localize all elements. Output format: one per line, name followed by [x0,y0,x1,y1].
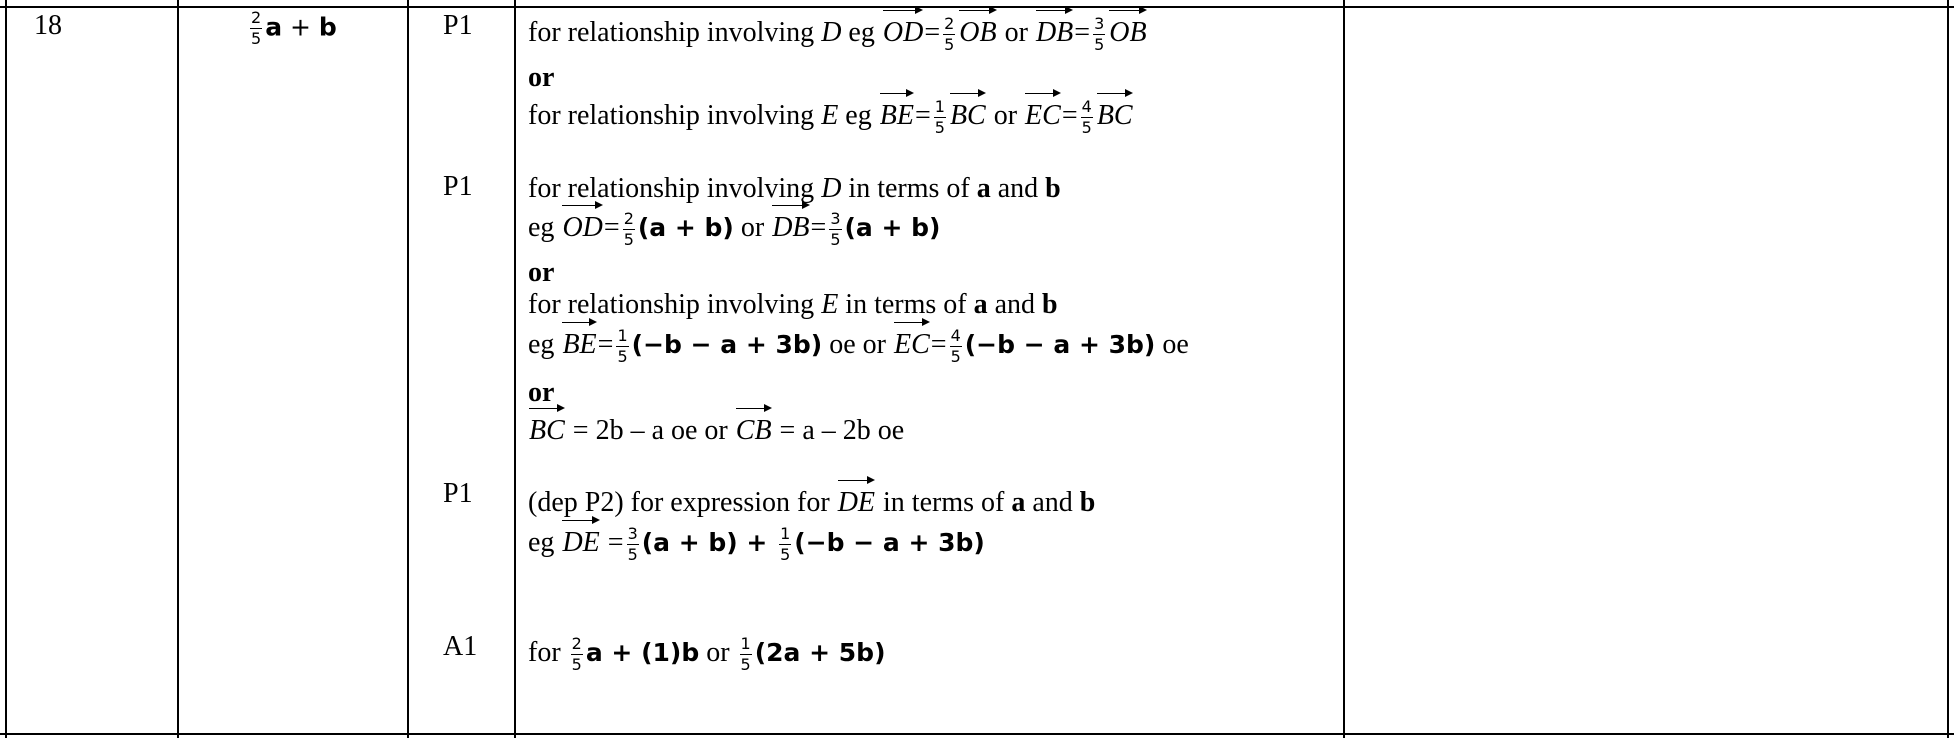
expression: = a – 2b oe [772,415,905,446]
den: 5 [780,545,791,565]
fraction [740,636,752,673]
num: 3 [1094,14,1105,34]
fraction [943,16,955,53]
text: oe [822,329,863,360]
equals: = [1061,100,1078,131]
num: 1 [780,524,791,544]
text: or [733,212,772,243]
plus-sign: + [282,12,319,42]
mark-4: A1 [443,631,478,662]
text: for relationship involving [528,100,822,131]
vector-od: OD [883,10,923,49]
expression: (−b − a + 3b) [794,528,985,557]
fraction [934,99,946,136]
text: in terms of [876,487,1012,518]
fraction [623,211,635,248]
vector-a: a [973,289,988,320]
text: in terms of [841,173,977,204]
point-d: D [821,173,842,204]
equals: = [924,17,941,48]
expression: (a + b) + [641,528,777,557]
col-divider-1 [5,0,7,738]
or-label: or [528,62,555,93]
vector-b: b [1042,289,1058,320]
num: 3 [627,524,638,544]
num: 1 [740,634,751,653]
num: 4 [950,326,961,346]
text: or [986,100,1025,131]
vector-ec: EC [894,322,930,361]
expression: (−b − a + 3b) [964,330,1156,359]
answer [247,10,337,47]
mark-2: P1 [443,171,473,202]
text: oe [1155,329,1189,360]
text: eg [528,212,562,243]
vector-bc: BC [529,408,565,447]
col-divider-2 [177,0,179,738]
col-divider-3 [407,0,409,738]
vector-ec: EC [1025,93,1061,132]
den: 5 [1081,118,1092,138]
guidance-line [528,289,1058,321]
col-divider-5 [1343,0,1345,738]
vector-od: OD [562,205,602,244]
num: 3 [830,209,841,229]
equals: = [930,329,947,360]
fraction [1093,16,1105,53]
equals: = [914,100,931,131]
vector-a: a [1011,487,1026,518]
fraction [1081,99,1093,136]
equals: = [600,527,624,558]
mark-3: P1 [443,478,473,509]
text: and [990,173,1046,204]
col-divider-6 [1947,0,1949,738]
num: 2 [944,14,955,34]
or-label: or [528,377,555,408]
vector-be: BE [562,322,596,361]
fraction [571,636,583,673]
vector-db: DB [772,205,809,244]
expression: (2a + 5b) [754,637,886,667]
equals: = [810,212,827,243]
or-label: or [528,257,555,288]
text: or [997,17,1035,48]
expression: a + (1)b [585,637,700,667]
guidance-line [528,322,1189,365]
den: 5 [623,230,634,250]
guidance-line [528,636,886,673]
den: 5 [1094,35,1105,55]
text: for relationship involving [528,17,822,48]
guidance-line [528,173,1061,205]
fraction [779,526,791,563]
text: eg [528,329,562,360]
frac-denominator: 5 [251,29,262,48]
den: 5 [934,118,945,138]
num: 1 [934,97,945,117]
vector-a: a [976,173,991,204]
text: or [862,329,893,360]
answer-fraction [250,10,262,47]
fraction [950,328,962,365]
vector-bc: BC [950,93,986,132]
guidance-line [528,10,1148,53]
expression: (a + b) [637,213,734,242]
vector-de: DE [562,520,599,559]
guidance-line [528,93,1134,136]
expression: (−b − a + 3b) [631,330,823,359]
fraction [627,526,639,563]
den: 5 [950,347,961,367]
vector-a: a [265,12,283,42]
vector-db: DB [1036,10,1073,49]
vector-ob: OB [1109,10,1146,49]
vector-b: b [318,12,337,42]
num: 2 [571,634,582,653]
vector-b: b [1079,487,1096,518]
vector-b: b [1045,173,1061,204]
text: for [528,636,568,668]
equals: = [1074,17,1091,48]
vector-ob: OB [959,10,996,49]
den: 5 [617,347,628,367]
den: 5 [627,545,638,565]
guidance-line [528,480,1095,519]
guidance-line [528,408,904,447]
num: 1 [617,326,628,346]
text: for relationship involving [528,173,822,204]
vector-cb: CB [736,408,772,447]
fraction [616,328,628,365]
text: eg [838,100,879,131]
den: 5 [944,35,955,55]
point-d: D [821,17,842,48]
text: and [987,289,1043,320]
den: 5 [571,655,582,674]
guidance-line [528,205,940,248]
text: or [699,636,737,668]
question-number: 18 [34,10,62,41]
text: and [1025,487,1080,518]
col-divider-4 [514,0,516,738]
point-e: E [821,289,839,320]
equals: = [603,212,620,243]
top-border [0,6,1954,8]
frac-numerator: 2 [251,8,262,27]
guidance-line [528,520,985,563]
text: eg [841,17,882,48]
point-e: E [821,100,839,131]
equals: = [597,329,614,360]
num: 4 [1081,97,1092,117]
expression: (a + b) [844,213,941,242]
text: eg [528,527,562,558]
bottom-border [0,733,1954,735]
text: for relationship involving [528,289,822,320]
text: in terms of [838,289,974,320]
mark-1: P1 [443,10,473,41]
vector-de: DE [838,480,875,519]
num: 2 [623,209,634,229]
text: (dep P2) for expression for [528,487,837,518]
den: 5 [740,655,751,674]
vector-be: BE [880,93,914,132]
expression: = 2b – a oe or [565,415,735,446]
vector-bc: BC [1097,93,1133,132]
den: 5 [830,230,841,250]
fraction [829,211,841,248]
